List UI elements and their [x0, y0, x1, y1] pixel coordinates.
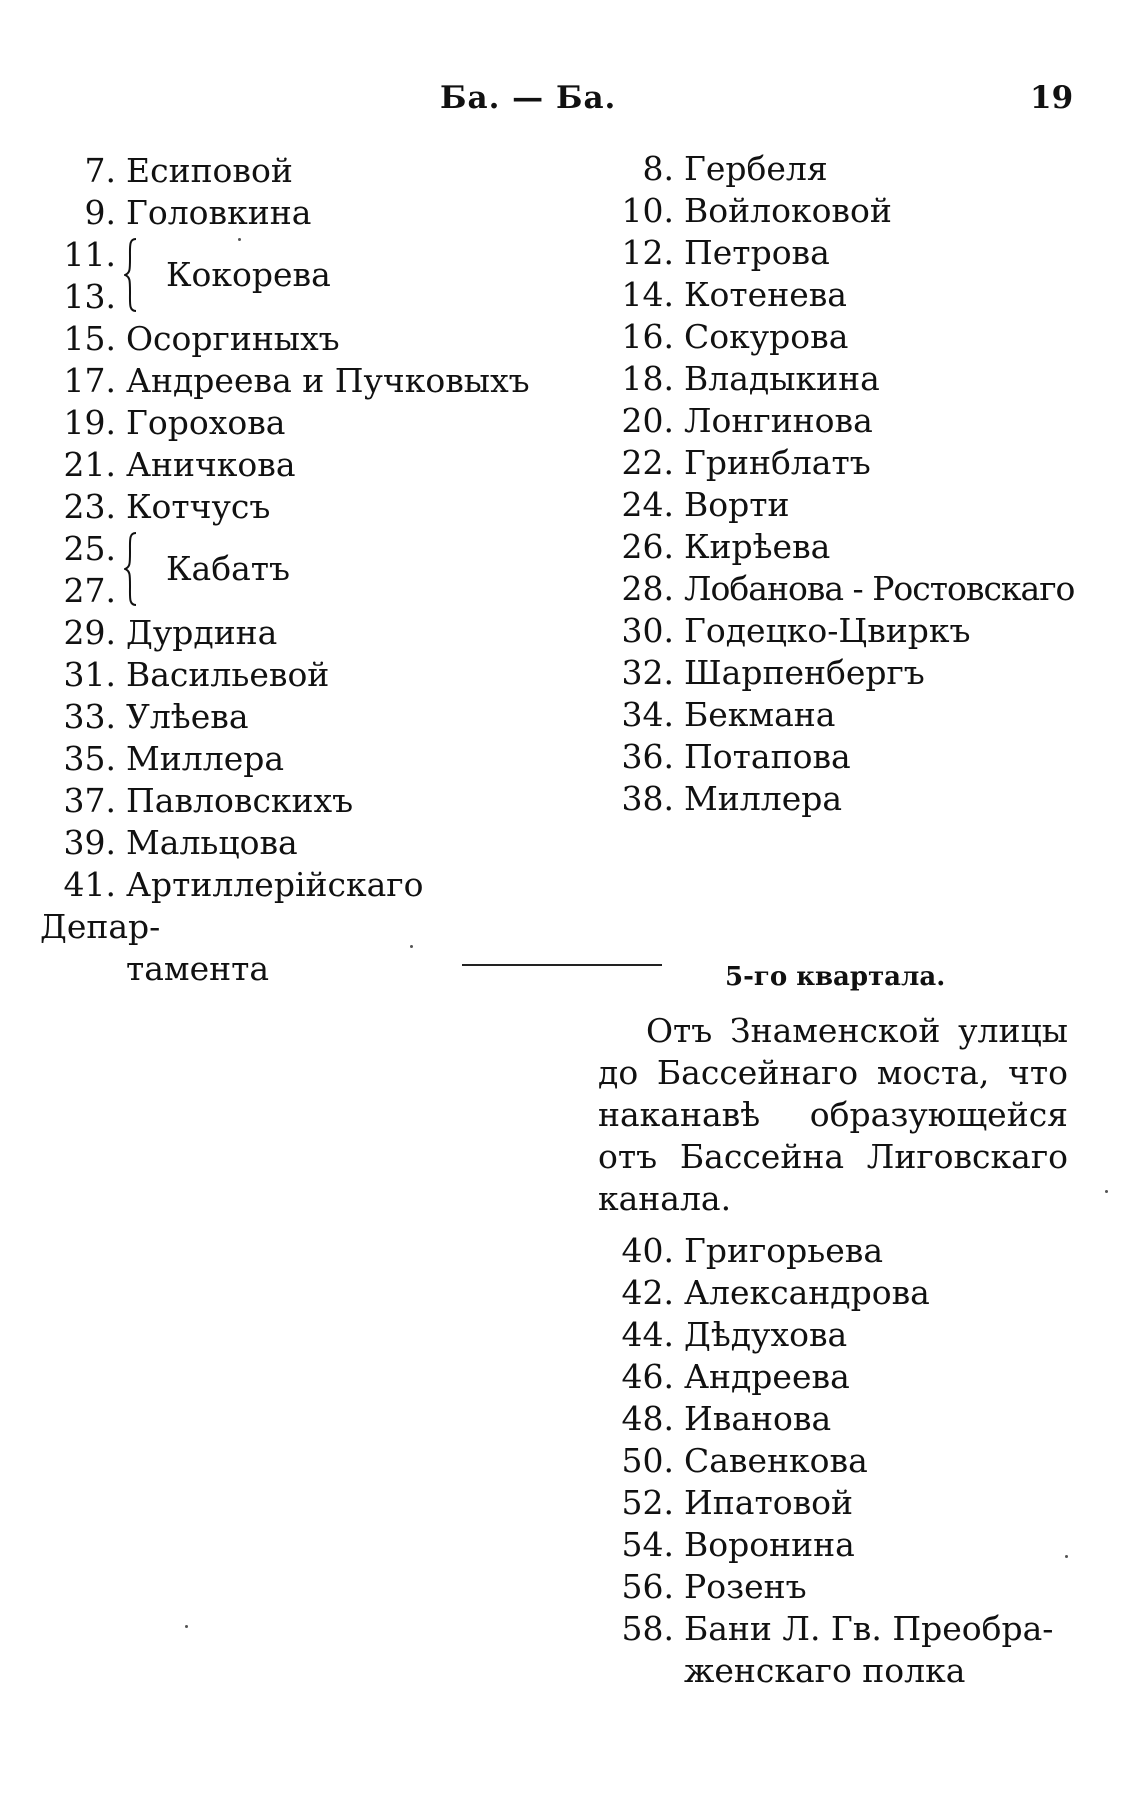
list-item	[598, 274, 1078, 316]
owner-name: Сокурова	[684, 317, 849, 356]
owner-name: Дѣдухова	[684, 1315, 848, 1354]
house-number: 46.	[621, 1357, 674, 1396]
list-item	[598, 358, 1078, 400]
house-number: 52.	[621, 1483, 674, 1522]
owner-name: Аничкова	[126, 445, 296, 484]
list-item	[598, 610, 1078, 652]
curly-brace-icon	[124, 238, 138, 312]
house-number: 10.	[621, 191, 674, 230]
house-number: 42.	[621, 1273, 674, 1312]
bracketed-list-item	[40, 528, 510, 612]
house-number: 7.	[84, 151, 116, 190]
owner-name: Васильевой	[126, 655, 330, 694]
owner-name: Бекмана	[684, 695, 836, 734]
house-number: 8.	[642, 149, 674, 188]
owner-name-line1: Артиллерійскаго Депар-	[40, 865, 424, 946]
print-speck	[238, 238, 241, 241]
owner-name: Владыкина	[684, 359, 880, 398]
list-item	[598, 1314, 1078, 1356]
list-item	[598, 526, 1078, 568]
house-number: 27.	[63, 571, 116, 610]
owner-name: Кирѣева	[684, 527, 831, 566]
list-item	[598, 1524, 1078, 1566]
list-item	[40, 486, 510, 528]
owner-name: Гербеля	[684, 149, 828, 188]
house-number: 28.	[621, 569, 674, 608]
owner-name-line1: Бани Л. Гв. Преобра-	[684, 1609, 1054, 1648]
house-number: 18.	[621, 359, 674, 398]
list-item	[598, 736, 1078, 778]
list-item	[40, 780, 510, 822]
house-number: 29.	[63, 613, 116, 652]
house-number: 25.	[63, 529, 116, 568]
house-number: 36.	[621, 737, 674, 776]
house-number: 22.	[621, 443, 674, 482]
list-item	[40, 738, 510, 780]
house-number: 16.	[621, 317, 674, 356]
list-item	[598, 1398, 1078, 1440]
house-number: 35.	[63, 739, 116, 778]
owner-name: Котенева	[684, 275, 847, 314]
house-number: 39.	[63, 823, 116, 862]
owner-name-line2: тамента	[126, 949, 270, 988]
bracketed-list-item	[40, 234, 510, 318]
owner-name: Петрова	[684, 233, 830, 272]
house-number: 26.	[621, 527, 674, 566]
print-speck	[410, 945, 413, 948]
house-number: 50.	[621, 1441, 674, 1480]
owner-name-line2: женскаго полка	[684, 1651, 966, 1690]
house-number: 33.	[63, 697, 116, 736]
list-item	[598, 1230, 1078, 1272]
list-item	[598, 1356, 1078, 1398]
owner-name: Шарпенбергъ	[684, 653, 925, 692]
list-item	[40, 696, 510, 738]
house-number: 9.	[84, 193, 116, 232]
section-description-text: Отъ Знаменской улицы до Бассейнаго моста, что наканавѣ образующейся отъ Бассейна Лиговскаго канала.	[598, 1011, 1068, 1218]
owner-name: Григорьева	[684, 1231, 883, 1270]
house-number: 41.	[63, 865, 116, 904]
list-item	[40, 360, 530, 402]
house-numbers	[40, 234, 116, 318]
running-head: Ба. — Ба.	[440, 80, 617, 116]
house-number: 56.	[621, 1567, 674, 1606]
house-number: 58.	[621, 1609, 674, 1648]
owner-name: Годецко-Цвиркъ	[684, 611, 971, 650]
house-number: 14.	[621, 275, 674, 314]
owner-name: Миллера	[126, 739, 285, 778]
house-number: 54.	[621, 1525, 674, 1564]
list-item	[598, 1566, 1078, 1608]
owner-name: Осоргиныхъ	[126, 319, 340, 358]
list-item	[40, 402, 510, 444]
house-number: 31.	[63, 655, 116, 694]
list-item	[598, 694, 1078, 736]
house-number: 24.	[621, 485, 674, 524]
list-item	[40, 612, 510, 654]
house-number: 21.	[63, 445, 116, 484]
section-divider	[462, 964, 662, 966]
house-number: 15.	[63, 319, 116, 358]
section-list	[598, 1230, 1078, 1692]
owner-name: Розенъ	[684, 1567, 807, 1606]
section-description	[598, 1010, 1068, 1220]
house-number: 30.	[621, 611, 674, 650]
owner-name: Ворти	[684, 485, 790, 524]
owner-name: Лонгинова	[684, 401, 873, 440]
list-item	[40, 318, 510, 360]
owner-name: Савенкова	[684, 1441, 868, 1480]
owner-name: Улѣева	[126, 697, 249, 736]
owner-name: Головкина	[126, 193, 312, 232]
list-item	[598, 484, 1078, 526]
owner-name: Войлоковой	[684, 191, 892, 230]
house-number: 40.	[621, 1231, 674, 1270]
print-speck	[1065, 1555, 1068, 1558]
owner-name: Гринблатъ	[684, 443, 871, 482]
owner-name: Кокорева	[166, 255, 331, 294]
list-item	[598, 1272, 1078, 1314]
house-number: 48.	[621, 1399, 674, 1438]
owner-name: Воронина	[684, 1525, 855, 1564]
owner-name: Потапова	[684, 737, 851, 776]
owner-name: Александрова	[684, 1273, 930, 1312]
house-number: 20.	[621, 401, 674, 440]
list-item	[598, 568, 1078, 610]
list-item	[40, 654, 510, 696]
right-column	[598, 148, 1078, 820]
list-item	[40, 822, 510, 864]
print-speck	[1105, 1190, 1108, 1193]
owner-name: Дурдина	[126, 613, 278, 652]
owner-name: Андреева	[684, 1357, 850, 1396]
section-title: 5-го квартала.	[725, 962, 946, 992]
owner-name: Кабатъ	[166, 549, 291, 588]
house-number: 12.	[621, 233, 674, 272]
list-item	[598, 232, 1078, 274]
house-number: 13.	[63, 277, 116, 316]
house-number: 32.	[621, 653, 674, 692]
owner-name: Есиповой	[126, 151, 293, 190]
house-number: 11.	[63, 235, 116, 274]
house-number: 17.	[63, 361, 116, 400]
owner-name: Котчусъ	[126, 487, 271, 526]
list-item	[40, 444, 510, 486]
owner-name: Мальцова	[126, 823, 298, 862]
list-item	[598, 316, 1078, 358]
owner-name: Лобанова - Ростовскаго	[684, 569, 1075, 608]
owner-name: Иванова	[684, 1399, 832, 1438]
list-item	[598, 652, 1078, 694]
list-item	[40, 150, 510, 192]
house-number: 37.	[63, 781, 116, 820]
house-number: 23.	[63, 487, 116, 526]
list-item	[598, 190, 1078, 232]
owner-name: Ипатовой	[684, 1483, 854, 1522]
left-column	[40, 150, 530, 990]
house-number: 19.	[63, 403, 116, 442]
page-number: 19	[1030, 80, 1074, 116]
owner-name: Горохова	[126, 403, 286, 442]
list-item	[598, 1482, 1078, 1524]
house-numbers	[40, 528, 116, 612]
list-item	[598, 400, 1078, 442]
list-item	[598, 1440, 1078, 1482]
owner-name: Павловскихъ	[126, 781, 354, 820]
list-item	[598, 148, 1078, 190]
house-number: 34.	[621, 695, 674, 734]
list-item	[598, 442, 1078, 484]
list-item	[598, 1608, 1078, 1692]
print-speck	[185, 1625, 188, 1628]
list-item	[40, 192, 510, 234]
curly-brace-icon	[124, 532, 138, 606]
house-number: 44.	[621, 1315, 674, 1354]
list-item	[40, 864, 510, 990]
list-item	[598, 778, 1078, 820]
owner-name: Андреева и Пучковыхъ	[126, 361, 530, 400]
house-number: 38.	[621, 779, 674, 818]
owner-name: Миллера	[684, 779, 843, 818]
